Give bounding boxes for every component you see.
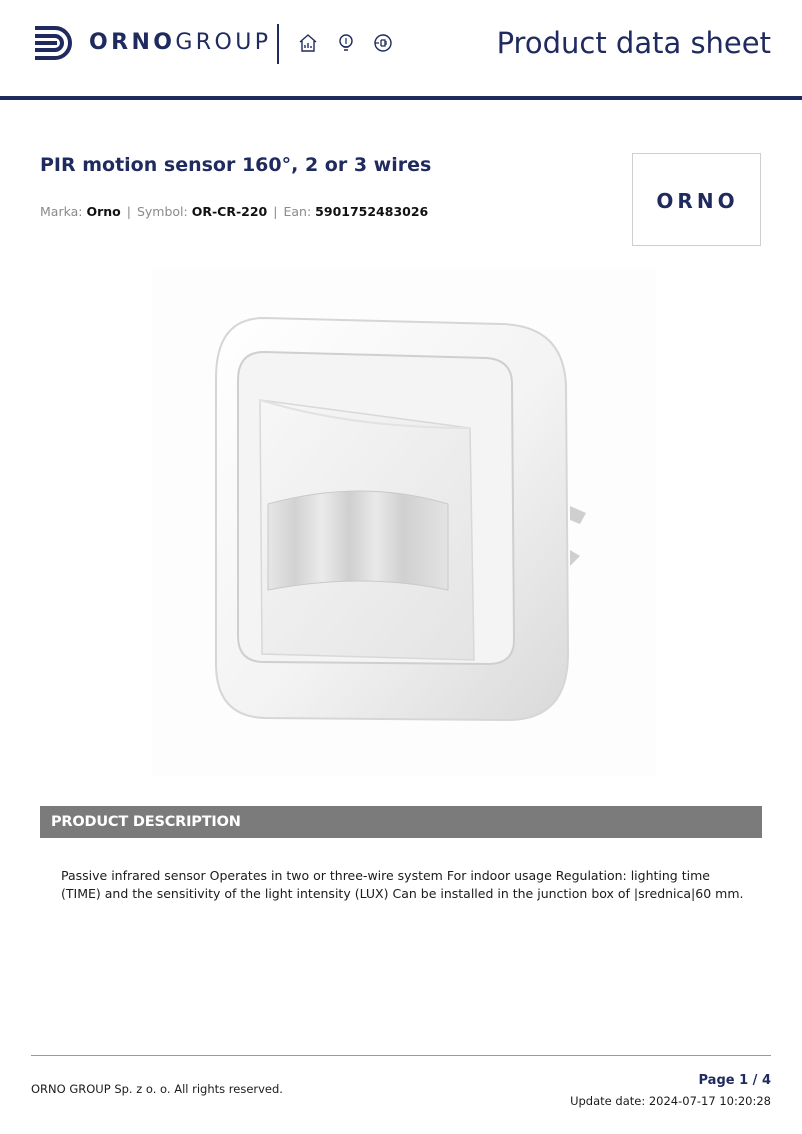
wordmark-orno: ORNO — [89, 30, 176, 55]
product-title: PIR motion sensor 160°, 2 or 3 wires — [40, 154, 432, 176]
orno-group-wordmark — [89, 30, 271, 55]
ean-value: 5901752483026 — [315, 204, 429, 219]
page-number: Page 1 / 4 — [698, 1073, 771, 1088]
wordmark-group: GROUP — [175, 30, 272, 55]
header-rule — [0, 96, 802, 100]
footer-copyright: ORNO GROUP Sp. z o. o. All rights reserved. — [31, 1082, 283, 1096]
product-description-header — [40, 806, 762, 838]
footer-rule — [31, 1055, 771, 1056]
meta-separator: | — [273, 204, 278, 219]
product-meta — [40, 204, 428, 219]
ean-label: Ean: — [283, 204, 312, 219]
brand-logo-text: ORNO — [656, 189, 739, 213]
symbol-label: Symbol: — [136, 204, 188, 219]
symbol-value: OR-CR-220 — [191, 204, 268, 219]
orno-brand-logo — [633, 154, 762, 247]
product-photo — [152, 268, 656, 776]
page-header — [0, 0, 802, 100]
light-bulb-icon — [335, 32, 357, 54]
update-date: Update date: 2024-07-17 10:20:28 — [570, 1094, 771, 1108]
document-title: Product data sheet — [496, 26, 771, 60]
product-description-heading: PRODUCT DESCRIPTION — [51, 814, 241, 830]
brand-value: Orno — [86, 204, 121, 219]
meta-separator: | — [126, 204, 131, 219]
header-divider — [277, 24, 279, 64]
power-plug-icon — [372, 32, 394, 54]
brand-label: Marka: — [40, 204, 83, 219]
product-description-text: Passive infrared sensor Operates in two or three-wire system For indoor usage Regulation: lighting time (TIME) and the sensitivity of the light intensity (LUX) Can be installed in the junction box of |srednica|60 mm. — [61, 868, 744, 901]
smart-home-icon — [297, 32, 319, 54]
orno-logo-mark — [33, 23, 77, 63]
brand-logo-box — [632, 153, 761, 246]
